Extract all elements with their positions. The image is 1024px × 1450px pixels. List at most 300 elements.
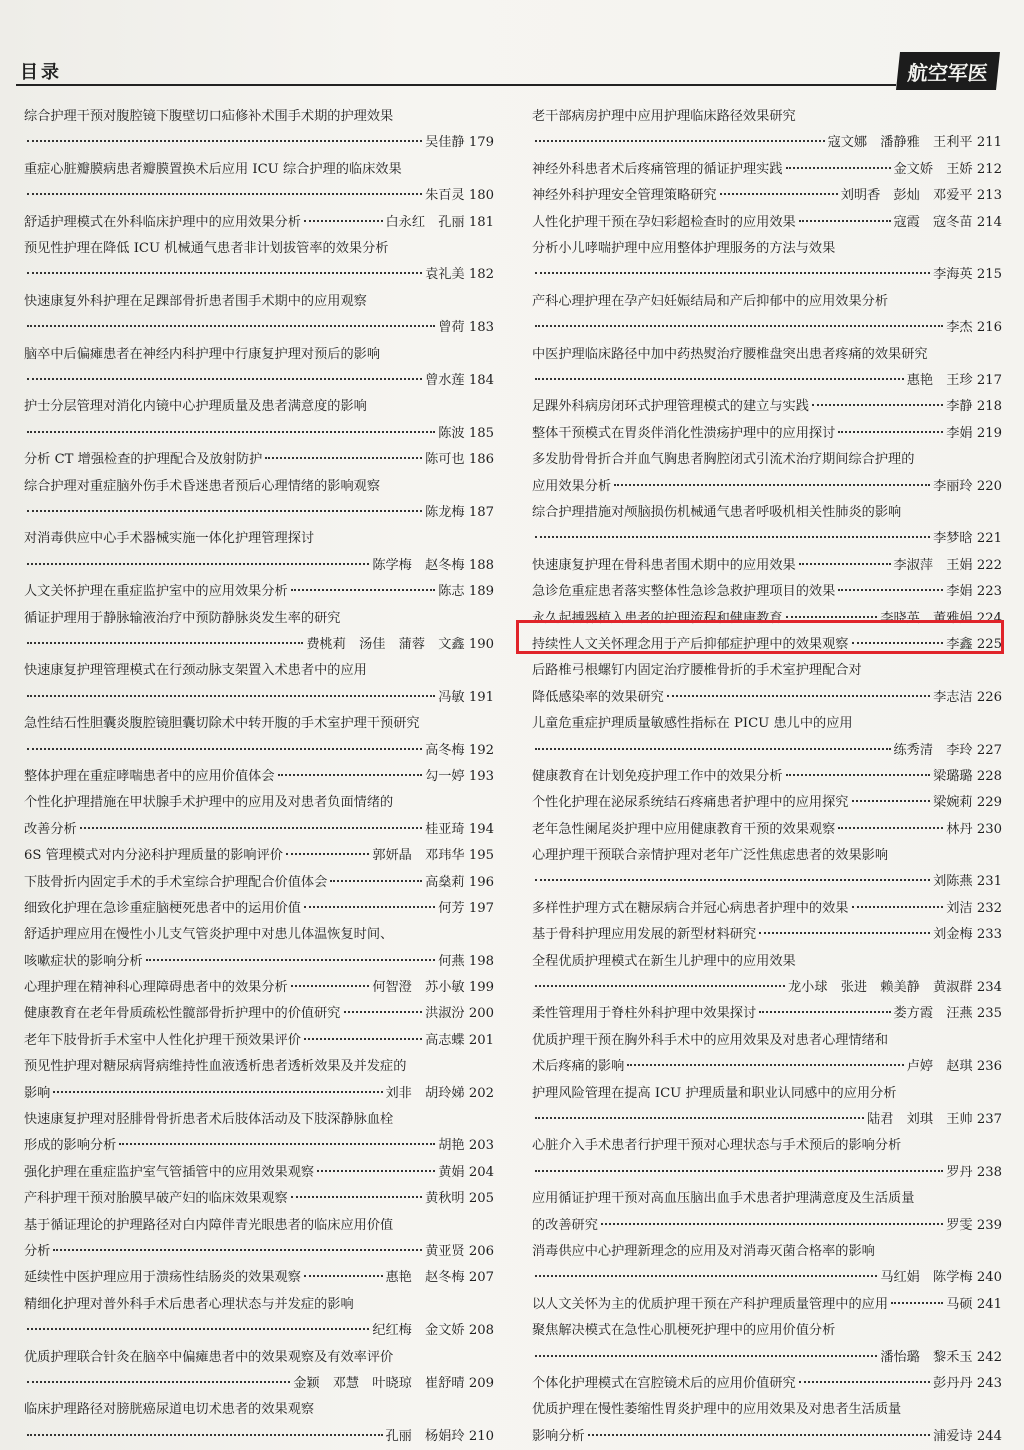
entry-title: 6S 管理模式对内分泌科护理质量的影响评价 [24, 848, 283, 864]
entry-authors-page: 黄娟 204 [438, 1164, 494, 1180]
dot-leader [799, 562, 891, 565]
entry-leader-line [24, 975, 494, 1001]
toc-entry [532, 553, 1002, 579]
toc-entry [24, 1345, 494, 1398]
entry-title: 基于骨科护理应用发展的新型材料研究 [532, 927, 757, 943]
toc-entry [24, 210, 494, 236]
entry-authors-page: 马红娟 陈学梅 240 [880, 1270, 1002, 1286]
toc-entry [24, 922, 494, 975]
entry-leader-line [532, 526, 1002, 552]
entry-leader-line [532, 368, 1002, 394]
entry-authors-page: 金文娇 王娇 212 [893, 161, 1002, 177]
dot-leader [535, 1354, 877, 1357]
toc-entry [24, 447, 494, 473]
dot-leader [27, 271, 422, 274]
entry-title: 心理护理干预联合亲情护理对老年广泛性焦虑患者的效果影响 [532, 848, 889, 864]
entry-leader-line [24, 553, 494, 579]
entry-authors-page: 寇文娜 潘静雅 王利平 211 [827, 135, 1002, 151]
dot-leader [535, 984, 785, 987]
toc-entry [24, 606, 494, 659]
entry-authors-page: 李梦晗 221 [933, 531, 1002, 547]
entry-title: 整体护理在重症哮喘患者中的应用价值体会 [24, 768, 275, 784]
entry-title: 重症心脏瓣膜病患者瓣膜置换术后应用 ICU 综合护理的临床效果 [24, 161, 402, 177]
entry-title: 循证护理用于静脉输液治疗中预防静脉炎发生率的研究 [24, 610, 341, 626]
entry-title: 健康教育在计划免疫护理工作中的效果分析 [532, 768, 783, 784]
entry-leader-line [532, 975, 1002, 1001]
entry-title: 护士分层管理对消化内镜中心护理质量及患者满意度的影响 [24, 399, 367, 415]
entry-title: 临床护理路径对膀胱癌尿道电切术患者的效果观察 [24, 1402, 315, 1418]
dot-leader [304, 1274, 383, 1277]
entry-authors-page: 黄亚贤 206 [425, 1244, 494, 1260]
entry-authors-page: 李娟 219 [946, 425, 1002, 441]
dot-leader [27, 641, 303, 644]
entry-leader-line [532, 1107, 1002, 1133]
toc-entry [24, 870, 494, 896]
toc-entry [532, 1133, 1002, 1186]
entry-leader-line [532, 922, 1002, 948]
entry-title: 心脏介入手术患者行护理干预对心理状态与手术预后的影响分析 [532, 1138, 902, 1154]
dot-leader [812, 403, 943, 406]
entry-authors-page: 何燕 198 [438, 953, 494, 969]
dot-leader [27, 377, 422, 380]
entry-title: 柔性管理用于脊柱外科护理中效果探讨 [532, 1006, 757, 1022]
entry-authors-page: 寇霞 寇冬苗 214 [893, 214, 1002, 230]
entry-title: 舒适护理模式在外科临床护理中的应用效果分析 [24, 214, 301, 230]
dot-leader [27, 324, 435, 327]
entry-leader-line [24, 632, 494, 658]
dot-leader [286, 852, 369, 855]
entry-title: 形成的影响分析 [24, 1138, 117, 1154]
toc-column-left [24, 104, 494, 1450]
entry-title: 个性化护理在泌尿系统结石疼痛患者护理中的应用探究 [532, 795, 849, 811]
entry-authors-page: 曾荷 183 [438, 320, 494, 336]
entry-title: 急诊危重症患者落实整体性急诊急救护理项目的效果 [532, 584, 836, 600]
entry-title: 健康教育在老年骨质疏松性髋部骨折护理中的价值研究 [24, 1006, 341, 1022]
dot-leader [278, 773, 423, 776]
entry-leader-line [24, 1424, 494, 1450]
dot-leader [535, 1169, 943, 1172]
entry-leader-line [24, 210, 494, 236]
dot-leader [535, 878, 930, 881]
entry-authors-page: 袁礼美 182 [425, 267, 494, 283]
entry-authors-page: 梁璐璐 228 [933, 768, 1002, 784]
entry-leader-line [532, 183, 1002, 209]
toc-entry [532, 1001, 1002, 1027]
toc-entry [532, 289, 1002, 342]
toc-entry [532, 1028, 1002, 1081]
toc-entry [24, 104, 494, 157]
entry-leader-line [532, 1213, 1002, 1239]
dot-leader [330, 879, 422, 882]
entry-title: 中医护理临床路径中加中药热熨治疗腰椎盘突出患者疼痛的效果研究 [532, 346, 928, 362]
entry-leader-line [532, 421, 1002, 447]
entry-authors-page: 纪红梅 金文娇 208 [372, 1323, 494, 1339]
entry-authors-page: 陈可也 186 [425, 452, 494, 468]
entry-authors-page: 惠艳 王珍 217 [906, 372, 1002, 388]
dot-leader [614, 483, 930, 486]
dot-leader [588, 1433, 930, 1436]
entry-title: 急性结石性胆囊炎腹腔镜胆囊切除术中转开腹的手术室护理干预研究 [24, 716, 420, 732]
entry-title: 分析 CT 增强检查的护理配合及放射防护 [24, 452, 263, 468]
entry-title: 人性化护理干预在孕妇彩超检查时的应用效果 [532, 214, 796, 230]
entry-title: 延续性中医护理应用于溃疡性结肠炎的效果观察 [24, 1270, 301, 1286]
entry-title: 快速康复护理在骨科患者围术期中的应用效果 [532, 557, 796, 573]
entry-title: 咳嗽症状的影响分析 [24, 953, 143, 969]
entry-authors-page: 冯敏 191 [438, 689, 494, 705]
toc-entry [532, 896, 1002, 922]
entry-authors-page: 勾一婷 193 [425, 768, 494, 784]
entry-authors-page: 何智澄 苏小敏 199 [372, 980, 494, 996]
dot-leader [759, 1010, 890, 1013]
dot-leader [146, 958, 436, 961]
dot-leader [667, 694, 930, 697]
entry-leader-line [24, 500, 494, 526]
entry-title: 脑卒中后偏瘫患者在神经内科护理中行康复护理对预后的影响 [24, 346, 381, 362]
entry-title: 改善分析 [24, 821, 77, 837]
entry-authors-page: 孔丽 杨娟玲 210 [385, 1428, 494, 1444]
entry-leader-line [24, 764, 494, 790]
dot-leader [27, 192, 422, 195]
entry-leader-line [532, 579, 1002, 605]
entry-leader-line [24, 447, 494, 473]
toc-entry [532, 1239, 1002, 1292]
entry-leader-line [532, 210, 1002, 236]
entry-title: 综合护理对重症脑外伤手术昏迷患者预后心理情绪的影响观察 [24, 478, 381, 494]
toc-entry [24, 394, 494, 447]
dot-leader [535, 747, 891, 750]
entry-title: 综合护理干预对腹腔镜下腹壁切口疝修补术围手术期的护理效果 [24, 109, 394, 124]
entry-title: 永久起搏器植入患者的护理流程和健康教育 [532, 610, 783, 626]
entry-authors-page: 罗雯 239 [946, 1217, 1002, 1233]
entry-title: 优质护理干预在胸外科手术中的应用效果及对患者心理情绪和 [532, 1032, 889, 1048]
entry-authors-page: 洪淑汾 200 [425, 1006, 494, 1022]
dot-leader [891, 1301, 943, 1304]
toc-entry [532, 579, 1002, 605]
entry-title: 快速康复外科护理在足踝部骨折患者围手术期中的应用观察 [24, 293, 367, 309]
entry-leader-line [24, 1186, 494, 1212]
toc-entry [532, 1292, 1002, 1318]
entry-leader-line [24, 421, 494, 447]
entry-authors-page: 白永红 孔丽 181 [385, 214, 494, 230]
entry-leader-line [24, 579, 494, 605]
toc-entry [24, 1028, 494, 1054]
entry-title: 预见性护理在降低 ICU 机械通气患者非计划拔管率的效果分析 [24, 240, 389, 256]
entry-title: 神经外科护理安全管理策略研究 [532, 188, 717, 204]
entry-title: 足踝外科病房闭环式护理管理模式的建立与实践 [532, 399, 809, 415]
entry-title: 预见性护理对糖尿病肾病维持性血液透析患者透析效果及并发症的 [24, 1059, 407, 1075]
entry-leader-line [24, 1239, 494, 1265]
entry-title: 全程优质护理模式在新生儿护理中的应用效果 [532, 953, 796, 969]
entry-leader-line [24, 1371, 494, 1397]
dot-leader [601, 1222, 943, 1225]
entry-authors-page: 曾水莲 184 [425, 372, 494, 388]
entry-authors-page: 潘怡璐 黎禾玉 242 [880, 1349, 1002, 1365]
toc-entry [532, 1081, 1002, 1134]
entry-leader-line [24, 817, 494, 843]
dot-leader [291, 1195, 422, 1198]
toc-entry [24, 711, 494, 764]
toc-entry [532, 500, 1002, 553]
entry-authors-page: 朱百灵 180 [425, 188, 494, 204]
toc-entry [24, 526, 494, 579]
entry-leader-line [532, 474, 1002, 500]
journal-logo: 航空军医 [896, 52, 1000, 90]
dot-leader [720, 192, 838, 195]
dot-leader [786, 615, 878, 618]
entry-title: 心理护理在精神科心理障碍患者中的效果分析 [24, 980, 288, 996]
entry-leader-line [24, 870, 494, 896]
entry-title: 以人文关怀为主的优质护理干预在产科护理质量管理中的应用 [532, 1296, 889, 1312]
entry-title: 下肢骨折内固定手术的手术室综合护理配合价值体会 [24, 874, 328, 890]
entry-authors-page: 龙小球 张进 赖美静 黄淑群 234 [788, 980, 1002, 996]
dot-leader [27, 139, 422, 142]
toc-entry [24, 1186, 494, 1212]
dot-leader [535, 324, 943, 327]
toc-entry [532, 922, 1002, 948]
entry-leader-line [532, 738, 1002, 764]
entry-title: 的改善研究 [532, 1217, 598, 1233]
entry-authors-page: 李志洁 226 [933, 689, 1002, 705]
entry-leader-line [532, 1001, 1002, 1027]
entry-authors-page: 刘金梅 233 [933, 927, 1002, 943]
entry-leader-line [532, 157, 1002, 183]
toc-entry [532, 817, 1002, 843]
entry-leader-line [24, 1160, 494, 1186]
entry-title: 术后疼痛的影响 [532, 1059, 625, 1075]
toc-entry [532, 210, 1002, 236]
toc-entry [24, 1397, 494, 1450]
entry-authors-page: 李丽玲 220 [933, 478, 1002, 494]
entry-title: 消毒供应中心护理新理念的应用及对消毒灭菌合格率的影响 [532, 1244, 875, 1260]
toc-entry [532, 764, 1002, 790]
entry-title: 降低感染率的效果研究 [532, 689, 664, 705]
entry-authors-page: 惠艳 赵冬梅 207 [385, 1270, 494, 1286]
toc-entry [532, 1318, 1002, 1371]
entry-leader-line [532, 817, 1002, 843]
toc-entry [24, 975, 494, 1001]
entry-title: 个体化护理模式在宫腔镜术后的应用价值研究 [532, 1376, 796, 1391]
entry-authors-page: 练秀清 李玲 227 [893, 742, 1002, 758]
entry-authors-page: 何芳 197 [438, 900, 494, 916]
entry-title: 快速康复护理对胫腓骨骨折患者术后肢体活动及下肢深静脉血栓 [24, 1112, 394, 1128]
entry-authors-page: 刘洁 232 [946, 900, 1002, 916]
toc-entry [532, 1186, 1002, 1239]
toc-entry [24, 1160, 494, 1186]
entry-leader-line [532, 315, 1002, 341]
entry-leader-line [24, 1318, 494, 1344]
entry-title: 儿童危重症护理质量敏感性指标在 PICU 患儿中的应用 [532, 716, 853, 732]
dot-leader [838, 588, 943, 591]
entry-authors-page: 金颖 邓慧 叶晓琼 崔舒晴 209 [293, 1376, 494, 1392]
entry-title: 后路椎弓根螺钉内固定治疗腰椎骨折的手术室护理配合对 [532, 663, 862, 679]
entry-leader-line [532, 130, 1002, 156]
dot-leader [535, 1274, 877, 1277]
entry-authors-page: 梁婉莉 229 [933, 795, 1002, 811]
dot-leader [27, 430, 435, 433]
entry-leader-line [532, 1424, 1002, 1450]
entry-leader-line [24, 130, 494, 156]
entry-title: 产科护理干预对胎膜早破产妇的临床效果观察 [24, 1191, 288, 1207]
dot-leader [535, 271, 930, 274]
dot-leader [27, 1327, 369, 1330]
dot-leader [291, 984, 370, 987]
entry-authors-page: 彭丹丹 243 [933, 1376, 1002, 1391]
toc-entry [532, 711, 1002, 764]
entry-title: 应用循证护理干预对高血压脑出血手术患者护理满意度及生活质量 [532, 1191, 915, 1207]
dot-leader [53, 1090, 382, 1093]
toc-entry [24, 289, 494, 342]
toc-entry [532, 658, 1002, 711]
entry-authors-page: 李晓英 董雅娟 224 [880, 610, 1002, 626]
entry-title: 老干部病房护理中应用护理临床路径效果研究 [532, 109, 796, 124]
dot-leader [535, 139, 825, 142]
section-title: 目录 [20, 62, 62, 83]
entry-title: 个性化护理措施在甲状腺手术护理中的应用及对患者负面情绪的 [24, 795, 394, 811]
entry-title: 精细化护理对普外科手术后患者心理状态与并发症的影响 [24, 1296, 354, 1312]
dot-leader [27, 1433, 383, 1436]
entry-leader-line [532, 1054, 1002, 1080]
entry-title: 多样性护理方式在糖尿病合并冠心病患者护理中的效果 [532, 900, 849, 916]
toc-entry [24, 1001, 494, 1027]
dot-leader [119, 1142, 435, 1145]
entry-leader-line [24, 315, 494, 341]
toc-entry [24, 1054, 494, 1107]
entry-leader-line [24, 1081, 494, 1107]
entry-authors-page: 娄方霞 汪燕 235 [893, 1006, 1002, 1022]
dot-leader [786, 166, 891, 169]
toc-entry [532, 183, 1002, 209]
toc-entry [24, 764, 494, 790]
entry-title: 产科心理护理在孕产妇妊娠结局和产后抑郁中的应用效果分析 [532, 293, 889, 309]
entry-leader-line [532, 764, 1002, 790]
dot-leader [27, 562, 369, 565]
entry-leader-line [24, 1001, 494, 1027]
entry-title: 人文关怀护理在重症监护室中的应用效果分析 [24, 584, 288, 600]
entry-authors-page: 罗丹 238 [946, 1164, 1002, 1180]
entry-authors-page: 马硕 241 [946, 1296, 1002, 1312]
entry-leader-line [24, 1265, 494, 1291]
highlight-box [516, 620, 1004, 654]
entry-authors-page: 陆君 刘琪 王帅 237 [867, 1112, 1002, 1128]
entry-title: 护理风险管理在提高 ICU 护理质量和职业认同感中的应用分析 [532, 1085, 897, 1101]
toc-entry [532, 104, 1002, 157]
toc-entry [532, 394, 1002, 420]
dot-leader [535, 535, 930, 538]
entry-authors-page: 李娟 223 [946, 584, 1002, 600]
entry-leader-line [24, 1028, 494, 1054]
entry-leader-line [24, 1133, 494, 1159]
dot-leader [535, 377, 904, 380]
dot-leader [838, 430, 943, 433]
dot-leader [53, 1248, 422, 1251]
dot-leader [27, 694, 435, 697]
toc-entry [532, 1371, 1002, 1397]
entry-leader-line [24, 262, 494, 288]
entry-title: 影响分析 [532, 1428, 585, 1444]
entry-authors-page: 刘陈燕 231 [933, 874, 1002, 890]
entry-title: 神经外科患者术后疼痛管理的循证护理实践 [532, 161, 783, 177]
entry-authors-page: 陈龙梅 187 [425, 504, 494, 520]
entry-title: 舒适护理应用在慢性小儿支气管炎护理中对患儿体温恢复时间、 [24, 927, 394, 943]
toc-entry [532, 421, 1002, 447]
entry-title: 强化护理在重症监护室气管插管中的应用效果观察 [24, 1164, 315, 1180]
toc-entry [532, 447, 1002, 500]
dot-leader [799, 219, 891, 222]
toc-entry [532, 949, 1002, 1002]
entry-authors-page: 浦爱诗 244 [933, 1428, 1002, 1444]
toc-column-right [532, 104, 1002, 1450]
entry-leader-line [24, 183, 494, 209]
dot-leader [27, 509, 422, 512]
entry-authors-page: 陈学梅 赵冬梅 188 [372, 557, 494, 573]
entry-title: 综合护理措施对颅脑损伤机械通气患者呼吸机相关性肺炎的影响 [532, 504, 902, 520]
toc-entry [532, 236, 1002, 289]
entry-title: 基于循证理论的护理路径对白内障伴青光眼患者的临床应用价值 [24, 1217, 394, 1233]
entry-leader-line [532, 869, 1002, 895]
toc-entry [24, 474, 494, 527]
entry-leader-line [532, 685, 1002, 711]
toc-entry [532, 843, 1002, 896]
toc-entry [532, 342, 1002, 395]
entry-title: 对消毒供应中心手术器械实施一体化护理管理探讨 [24, 531, 315, 547]
entry-leader-line [24, 368, 494, 394]
toc-entry [532, 1397, 1002, 1450]
entry-authors-page: 李淑萍 王娟 222 [893, 557, 1002, 573]
entry-leader-line [532, 1371, 1002, 1397]
dot-leader [799, 1380, 930, 1383]
entry-authors-page: 黄秋明 205 [425, 1191, 494, 1207]
dot-leader [27, 1380, 290, 1383]
toc-entry [24, 1107, 494, 1160]
dot-leader [291, 588, 436, 591]
dot-leader [759, 931, 930, 934]
dot-leader [852, 905, 944, 908]
entry-title: 优质护理联合针灸在脑卒中偏瘫患者中的效果观察及有效率评价 [24, 1349, 394, 1365]
entry-authors-page: 桂亚琦 194 [425, 821, 494, 837]
toc-entry [24, 658, 494, 711]
entry-authors-page: 陈波 185 [438, 425, 494, 441]
entry-title: 老年下肢骨折手术室中人性化护理干预效果评价 [24, 1032, 301, 1048]
dot-leader [265, 456, 422, 459]
header-rule [16, 84, 896, 86]
toc-entry [24, 157, 494, 210]
entry-title: 聚焦解决模式在急性心肌梗死护理中的应用价值分析 [532, 1323, 836, 1339]
entry-authors-page: 卢婷 赵琪 236 [906, 1059, 1002, 1075]
entry-title: 快速康复护理管理模式在行颈动脉支架置入术患者中的应用 [24, 663, 367, 679]
entry-title: 分析 [24, 1244, 51, 1260]
entry-authors-page: 李海英 215 [933, 267, 1002, 283]
toc-entry [24, 342, 494, 395]
toc-entry [24, 236, 494, 289]
dot-leader [304, 905, 435, 908]
entry-leader-line [24, 738, 494, 764]
entry-authors-page: 吴佳静 179 [425, 135, 494, 151]
dot-leader [852, 799, 931, 802]
entry-title: 分析小儿哮喘护理中应用整体护理服务的方法与效果 [532, 240, 836, 256]
entry-title: 整体干预模式在胃炎伴消化性溃疡护理中的应用探讨 [532, 425, 836, 441]
entry-leader-line [24, 685, 494, 711]
toc-entry [24, 843, 494, 869]
entry-authors-page: 李静 218 [946, 399, 1002, 415]
toc-entry [24, 1292, 494, 1345]
entry-authors-page: 高志蝶 201 [425, 1032, 494, 1048]
toc-entry [532, 157, 1002, 183]
entry-title: 老年急性阑尾炎护理中应用健康教育干预的效果观察 [532, 821, 836, 837]
entry-title: 优质护理在慢性萎缩性胃炎护理中的应用效果及对患者生活质量 [532, 1402, 902, 1418]
entry-leader-line [24, 843, 494, 869]
dot-leader [627, 1063, 903, 1066]
dot-leader [344, 1010, 423, 1013]
